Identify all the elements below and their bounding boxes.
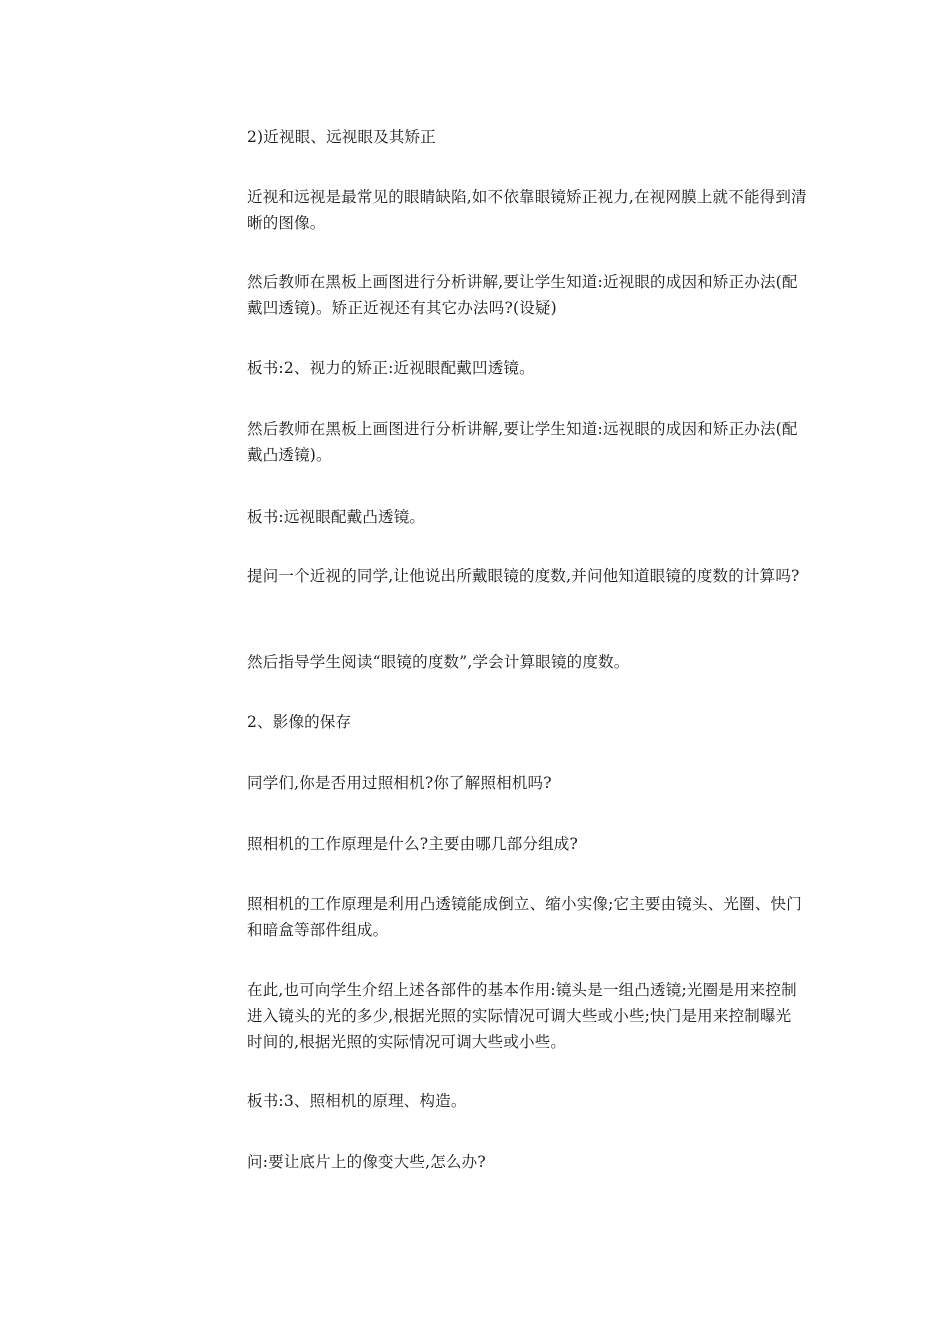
paragraph-myopia-explanation: 然后教师在黑板上画图进行分析讲解,要让学生知道:近视眼的成因和矫正办法(配戴凹透镜)。矫正近视还有其它办法吗?(设疑)	[247, 273, 798, 317]
paragraph-reading-guidance: 然后指导学生阅读“眼镜的度数”,学会计算眼镜的度数。	[247, 653, 630, 671]
board-note-camera: 板书:3、照相机的原理、构造。	[247, 1092, 467, 1110]
paragraph-camera-principle-question: 照相机的工作原理是什么?主要由哪几部分组成?	[247, 835, 579, 853]
paragraph-camera-principle: 照相机的工作原理是利用凸透镜能成倒立、缩小实像;它主要由镜头、光圈、快门和暗盒等部件组成。	[247, 895, 802, 939]
paragraph-camera-question: 同学们,你是否用过照相机?你了解照相机吗?	[247, 774, 552, 792]
paragraph-defects-intro: 近视和远视是最常见的眼睛缺陷,如不依靠眼镜矫正视力,在视网膜上就不能得到清晰的图像。	[247, 188, 807, 232]
board-note-hyperopia: 板书:远视眼配戴凸透镜。	[247, 508, 426, 526]
paragraph-enlarge-question: 问:要让底片上的像变大些,怎么办?	[247, 1153, 486, 1171]
heading-image-preservation: 2、影像的保存	[247, 713, 352, 731]
paragraph-hyperopia-explanation: 然后教师在黑板上画图进行分析讲解,要让学生知道:远视眼的成因和矫正办法(配戴凸透镜)。	[247, 420, 798, 464]
heading-myopia-hyperopia: 2)近视眼、远视眼及其矫正	[247, 128, 437, 146]
paragraph-camera-parts: 在此,也可向学生介绍上述各部件的基本作用:镜头是一组凸透镜;光圈是用来控制进入镜头的光的多少,根据光照的实际情况可调大些或小些;快门是用来控制曝光时间的,根据光照的实际情况可调大些或小些。	[247, 981, 797, 1051]
paragraph-glasses-question: 提问一个近视的同学,让他说出所戴眼镜的度数,并问他知道眼镜的度数的计算吗?	[247, 567, 800, 585]
board-note-myopia: 板书:2、视力的矫正:近视眼配戴凹透镜。	[247, 359, 535, 377]
